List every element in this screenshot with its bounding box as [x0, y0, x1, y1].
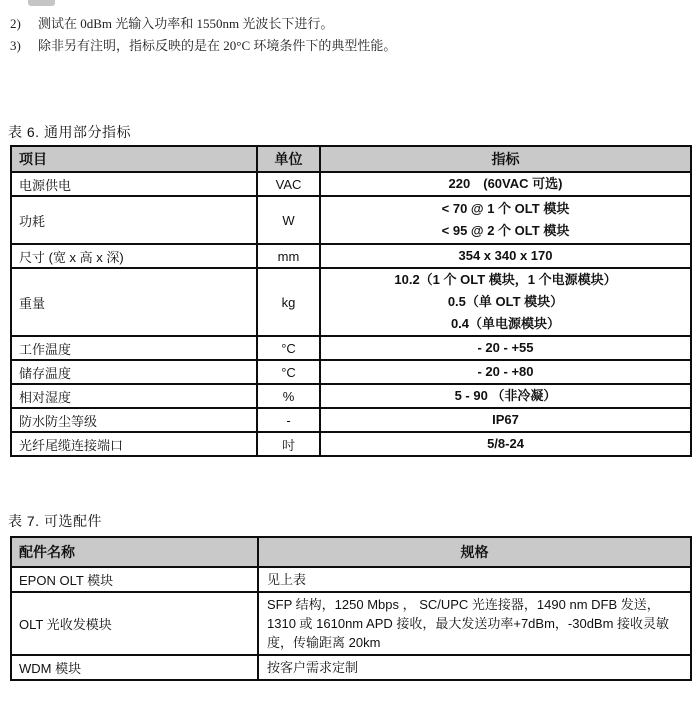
spec-line: - 20 - +55	[477, 340, 534, 355]
accessory-name-cell: EPON OLT 模块	[11, 567, 258, 592]
footnote-2	[10, 13, 660, 35]
col-header-item: 项目	[11, 146, 257, 172]
spec-line: 5 - 90 （非冷凝）	[454, 388, 557, 403]
table-row	[11, 360, 691, 384]
table6-header-row	[11, 146, 691, 172]
footnote-number: 3)	[10, 38, 21, 53]
footnote-text: 除非另有注明，指标反映的是在 20°C 环境条件下的典型性能。	[38, 38, 397, 53]
spec-cell	[320, 384, 691, 408]
spec-cell	[320, 408, 691, 432]
table7-optional-accessories	[10, 536, 692, 681]
table7-header-row	[11, 537, 691, 567]
accessory-name-cell: WDM 模块	[11, 655, 258, 680]
cropped-artifact	[28, 0, 55, 6]
spec-cell	[320, 172, 691, 196]
spec-line: - 20 - +80	[477, 364, 534, 379]
table-row	[11, 172, 691, 196]
spec-line: IP67	[492, 412, 519, 427]
table-row	[11, 567, 691, 592]
spec-line: 5/8-24	[487, 436, 524, 451]
unit-cell: 吋	[257, 432, 320, 456]
unit-cell: mm	[257, 244, 320, 268]
table-row	[11, 336, 691, 360]
unit-cell: %	[257, 384, 320, 408]
spec-cell	[320, 360, 691, 384]
table7-title: 表 7. 可选配件	[8, 513, 102, 529]
spec-line: < 95 @ 2 个 OLT 模块	[441, 223, 570, 238]
footnotes	[10, 13, 660, 57]
spec-cell	[320, 336, 691, 360]
unit-cell: -	[257, 408, 320, 432]
table-row	[11, 592, 691, 655]
table-row	[11, 268, 691, 336]
item-cell: 防水防尘等级	[11, 408, 257, 432]
item-cell: 储存温度	[11, 360, 257, 384]
spec-cell	[320, 196, 691, 244]
spec-cell	[320, 268, 691, 336]
spec-line: 0.4（单电源模块）	[450, 316, 561, 331]
accessory-spec-cell: 见上表	[258, 567, 691, 592]
spec-line: 354 x 340 x 170	[458, 248, 553, 263]
accessory-spec-cell: SFP 结构，1250 Mbps ， SC/UPC 光连接器，1490 nm DFB 发送，1310 或 1610nm APD 接收，最大发送功率+7dBm，-30dBm 接收灵敏度，传输距离 20km	[258, 592, 691, 655]
table-row	[11, 384, 691, 408]
accessory-spec-cell: 按客户需求定制	[258, 655, 691, 680]
item-cell: 重量	[11, 268, 257, 336]
unit-cell: °C	[257, 360, 320, 384]
unit-cell: VAC	[257, 172, 320, 196]
table-row	[11, 432, 691, 456]
item-cell: 相对湿度	[11, 384, 257, 408]
table6-title: 表 6. 通用部分指标	[8, 124, 131, 140]
item-cell: 功耗	[11, 196, 257, 244]
col-header-unit: 单位	[257, 146, 320, 172]
item-cell: 工作温度	[11, 336, 257, 360]
item-cell: 电源供电	[11, 172, 257, 196]
table-row	[11, 244, 691, 268]
col-header-accessory-name: 配件名称	[11, 537, 258, 567]
unit-cell: kg	[257, 268, 320, 336]
item-cell: 尺寸 (宽 x 高 x 深)	[11, 244, 257, 268]
table-row	[11, 655, 691, 680]
spec-line: 0.5（单 OLT 模块）	[447, 294, 564, 309]
accessory-name-cell: OLT 光收发模块	[11, 592, 258, 655]
table-row	[11, 196, 691, 244]
table-row	[11, 408, 691, 432]
footnote-number: 2)	[10, 16, 21, 31]
footnote-3	[10, 35, 660, 57]
spec-line: 220 (60VAC 可选)	[448, 176, 563, 191]
col-header-spec: 指标	[320, 146, 691, 172]
spec-cell	[320, 432, 691, 456]
table6-general-specs	[10, 145, 692, 457]
spec-line: < 70 @ 1 个 OLT 模块	[441, 201, 570, 216]
spec-line: 10.2（1 个 OLT 模块，1 个电源模块）	[394, 272, 617, 287]
spec-cell	[320, 244, 691, 268]
unit-cell: W	[257, 196, 320, 244]
footnote-text: 测试在 0dBm 光输入功率和 1550nm 光波长下进行。	[38, 16, 334, 31]
col-header-specification: 规格	[258, 537, 691, 567]
item-cell: 光纤尾缆连接端口	[11, 432, 257, 456]
unit-cell: °C	[257, 336, 320, 360]
